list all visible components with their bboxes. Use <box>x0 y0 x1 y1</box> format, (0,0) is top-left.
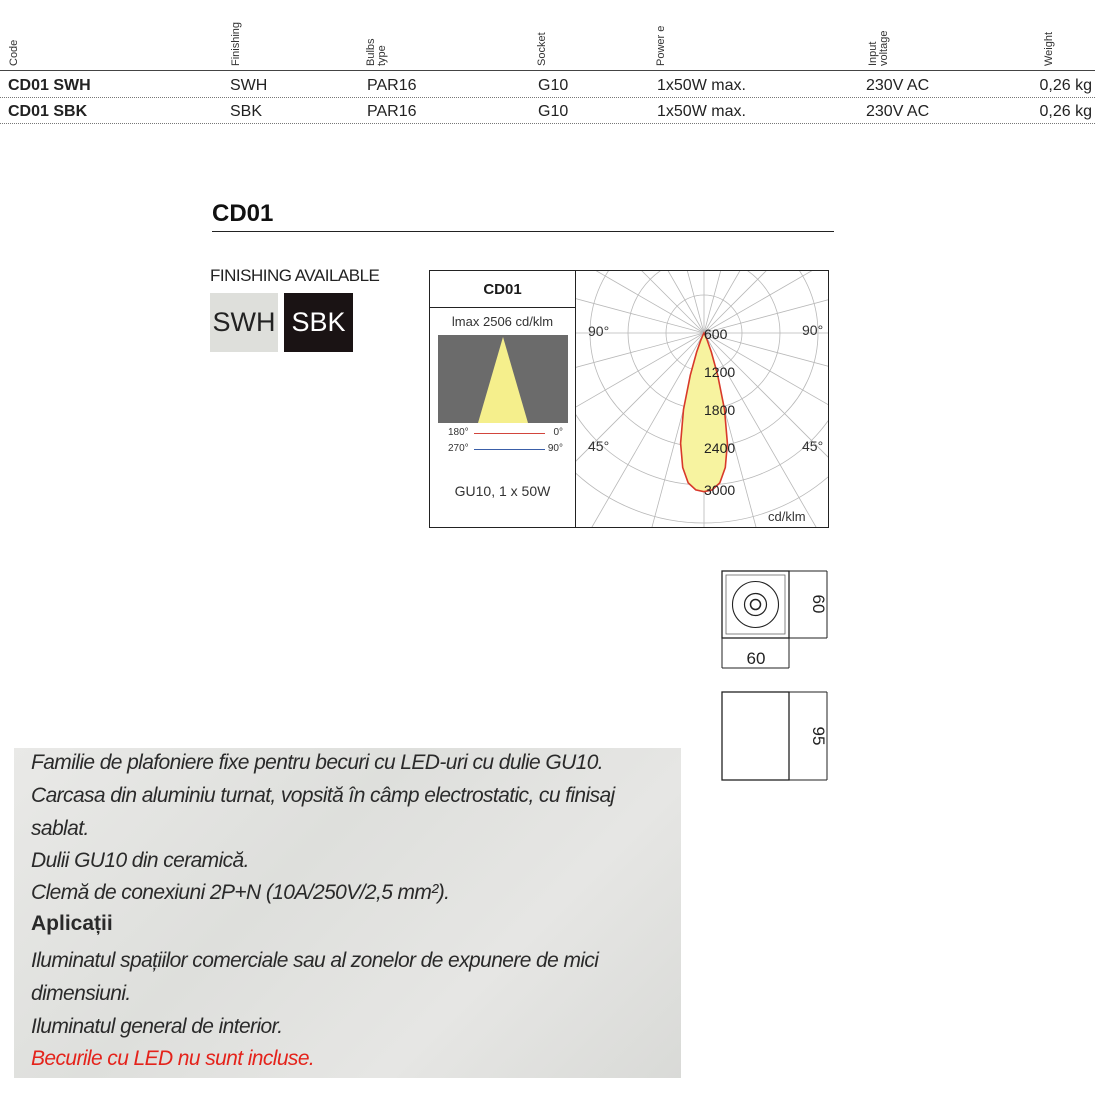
angle-label-90-left: 90° <box>588 323 610 339</box>
angle-label-45-right: 45° <box>802 438 824 454</box>
radial-label: 1800 <box>704 402 736 418</box>
header-weight: Weight <box>1043 31 1055 66</box>
spec-table-header <box>0 0 1100 68</box>
dimension-drawings <box>700 560 840 790</box>
bulbs-not-included-warning: Becurile cu LED nu sunt incluse. <box>31 1047 315 1070</box>
finish-swatch-label: SWH <box>212 307 276 337</box>
header-finishing: Finishing <box>230 21 242 66</box>
application-line: Iluminatul general de interior. <box>31 1015 283 1038</box>
polar-spoke <box>704 271 818 333</box>
header-input-voltage: Input voltage <box>867 30 890 66</box>
description-line: sablat. <box>31 817 89 840</box>
polar-diagram <box>576 271 828 527</box>
angle-label-90-right: 90° <box>802 322 824 338</box>
dimension-height: 95 <box>809 726 828 746</box>
dimension-width: 60 <box>746 649 766 668</box>
legend-from: 270° <box>448 443 469 454</box>
photometric-panel <box>429 270 829 528</box>
description-line: Familie de plafoniere fixe pentru becuri cu LED-uri cu dulie GU10. <box>31 751 604 774</box>
angle-label-45-left: 45° <box>588 438 610 454</box>
cell-socket: G10 <box>538 103 569 120</box>
cell-power: 1x50W max. <box>657 77 746 94</box>
spec-row-divider <box>0 97 1095 98</box>
polar-spoke <box>576 333 704 392</box>
beam-angle-icon <box>438 335 568 423</box>
cell-bulbs-type: PAR16 <box>367 77 417 94</box>
cell-finishing: SBK <box>230 103 263 120</box>
description-panel <box>14 748 681 1078</box>
cell-bulbs-type: PAR16 <box>367 103 417 120</box>
radial-label: 1200 <box>704 364 736 380</box>
header-bulbs-type: Bulbs type <box>365 38 388 66</box>
product-title-rule <box>212 231 834 232</box>
cell-power: 1x50W max. <box>657 103 746 120</box>
cell-input-voltage: 230V AC <box>866 103 930 120</box>
photometric-info <box>430 271 576 527</box>
cell-input-voltage: 230V AC <box>866 77 930 94</box>
cell-finishing: SWH <box>230 77 268 94</box>
cell-code: CD01 SBK <box>8 103 88 120</box>
table-row <box>0 101 1100 123</box>
application-line: Iluminatul spațiilor comerciale sau al zonelor de expunere de mici <box>31 949 599 972</box>
unit-label: cd/klm <box>768 509 806 524</box>
header-code: Code <box>8 39 20 66</box>
description-line: Dulii GU10 din ceramică. <box>31 849 249 872</box>
legend-from: 180° <box>448 427 469 438</box>
legend-to: 0° <box>553 427 563 438</box>
cell-code: CD01 SWH <box>8 77 91 94</box>
finish-swatch-swh <box>210 293 278 352</box>
description-line: Clemă de conexiuni 2P+N (10A/250V/2,5 mm²). <box>31 881 450 904</box>
legend-line <box>474 433 545 434</box>
dimension-depth: 60 <box>809 594 828 614</box>
product-title: CD01 <box>212 200 274 227</box>
radial-label: 600 <box>704 326 728 342</box>
spec-row-divider <box>0 123 1095 124</box>
legend-to: 90° <box>547 443 563 454</box>
cell-socket: G10 <box>538 77 569 94</box>
top-view-drawing <box>722 571 827 668</box>
radial-label: 3000 <box>704 482 736 498</box>
cell-weight: 0,26 kg <box>1039 103 1092 120</box>
header-socket: Socket <box>536 32 548 66</box>
legend-line <box>474 449 545 450</box>
description-line: Carcasa din aluminiu turnat, vopsită în câmp electrostatic, cu finisaj <box>31 784 615 807</box>
photometric-title: CD01 <box>430 271 575 308</box>
finish-swatch-label: SBK <box>291 307 346 337</box>
max-intensity-label: lmax 2506 cd/klm <box>451 314 554 329</box>
application-line: dimensiuni. <box>31 982 131 1005</box>
radial-label: 2400 <box>704 440 736 456</box>
cell-weight: 0,26 kg <box>1039 77 1092 94</box>
spec-header-rule <box>0 70 1095 71</box>
lamp-spec: GU10, 1 x 50W <box>454 483 551 499</box>
applications-heading: Aplicații <box>31 912 113 935</box>
finish-swatch-sbk <box>284 293 353 352</box>
finishing-label: FINISHING AVAILABLE <box>210 266 380 285</box>
table-row <box>0 75 1100 97</box>
header-power: Power e <box>655 25 667 66</box>
